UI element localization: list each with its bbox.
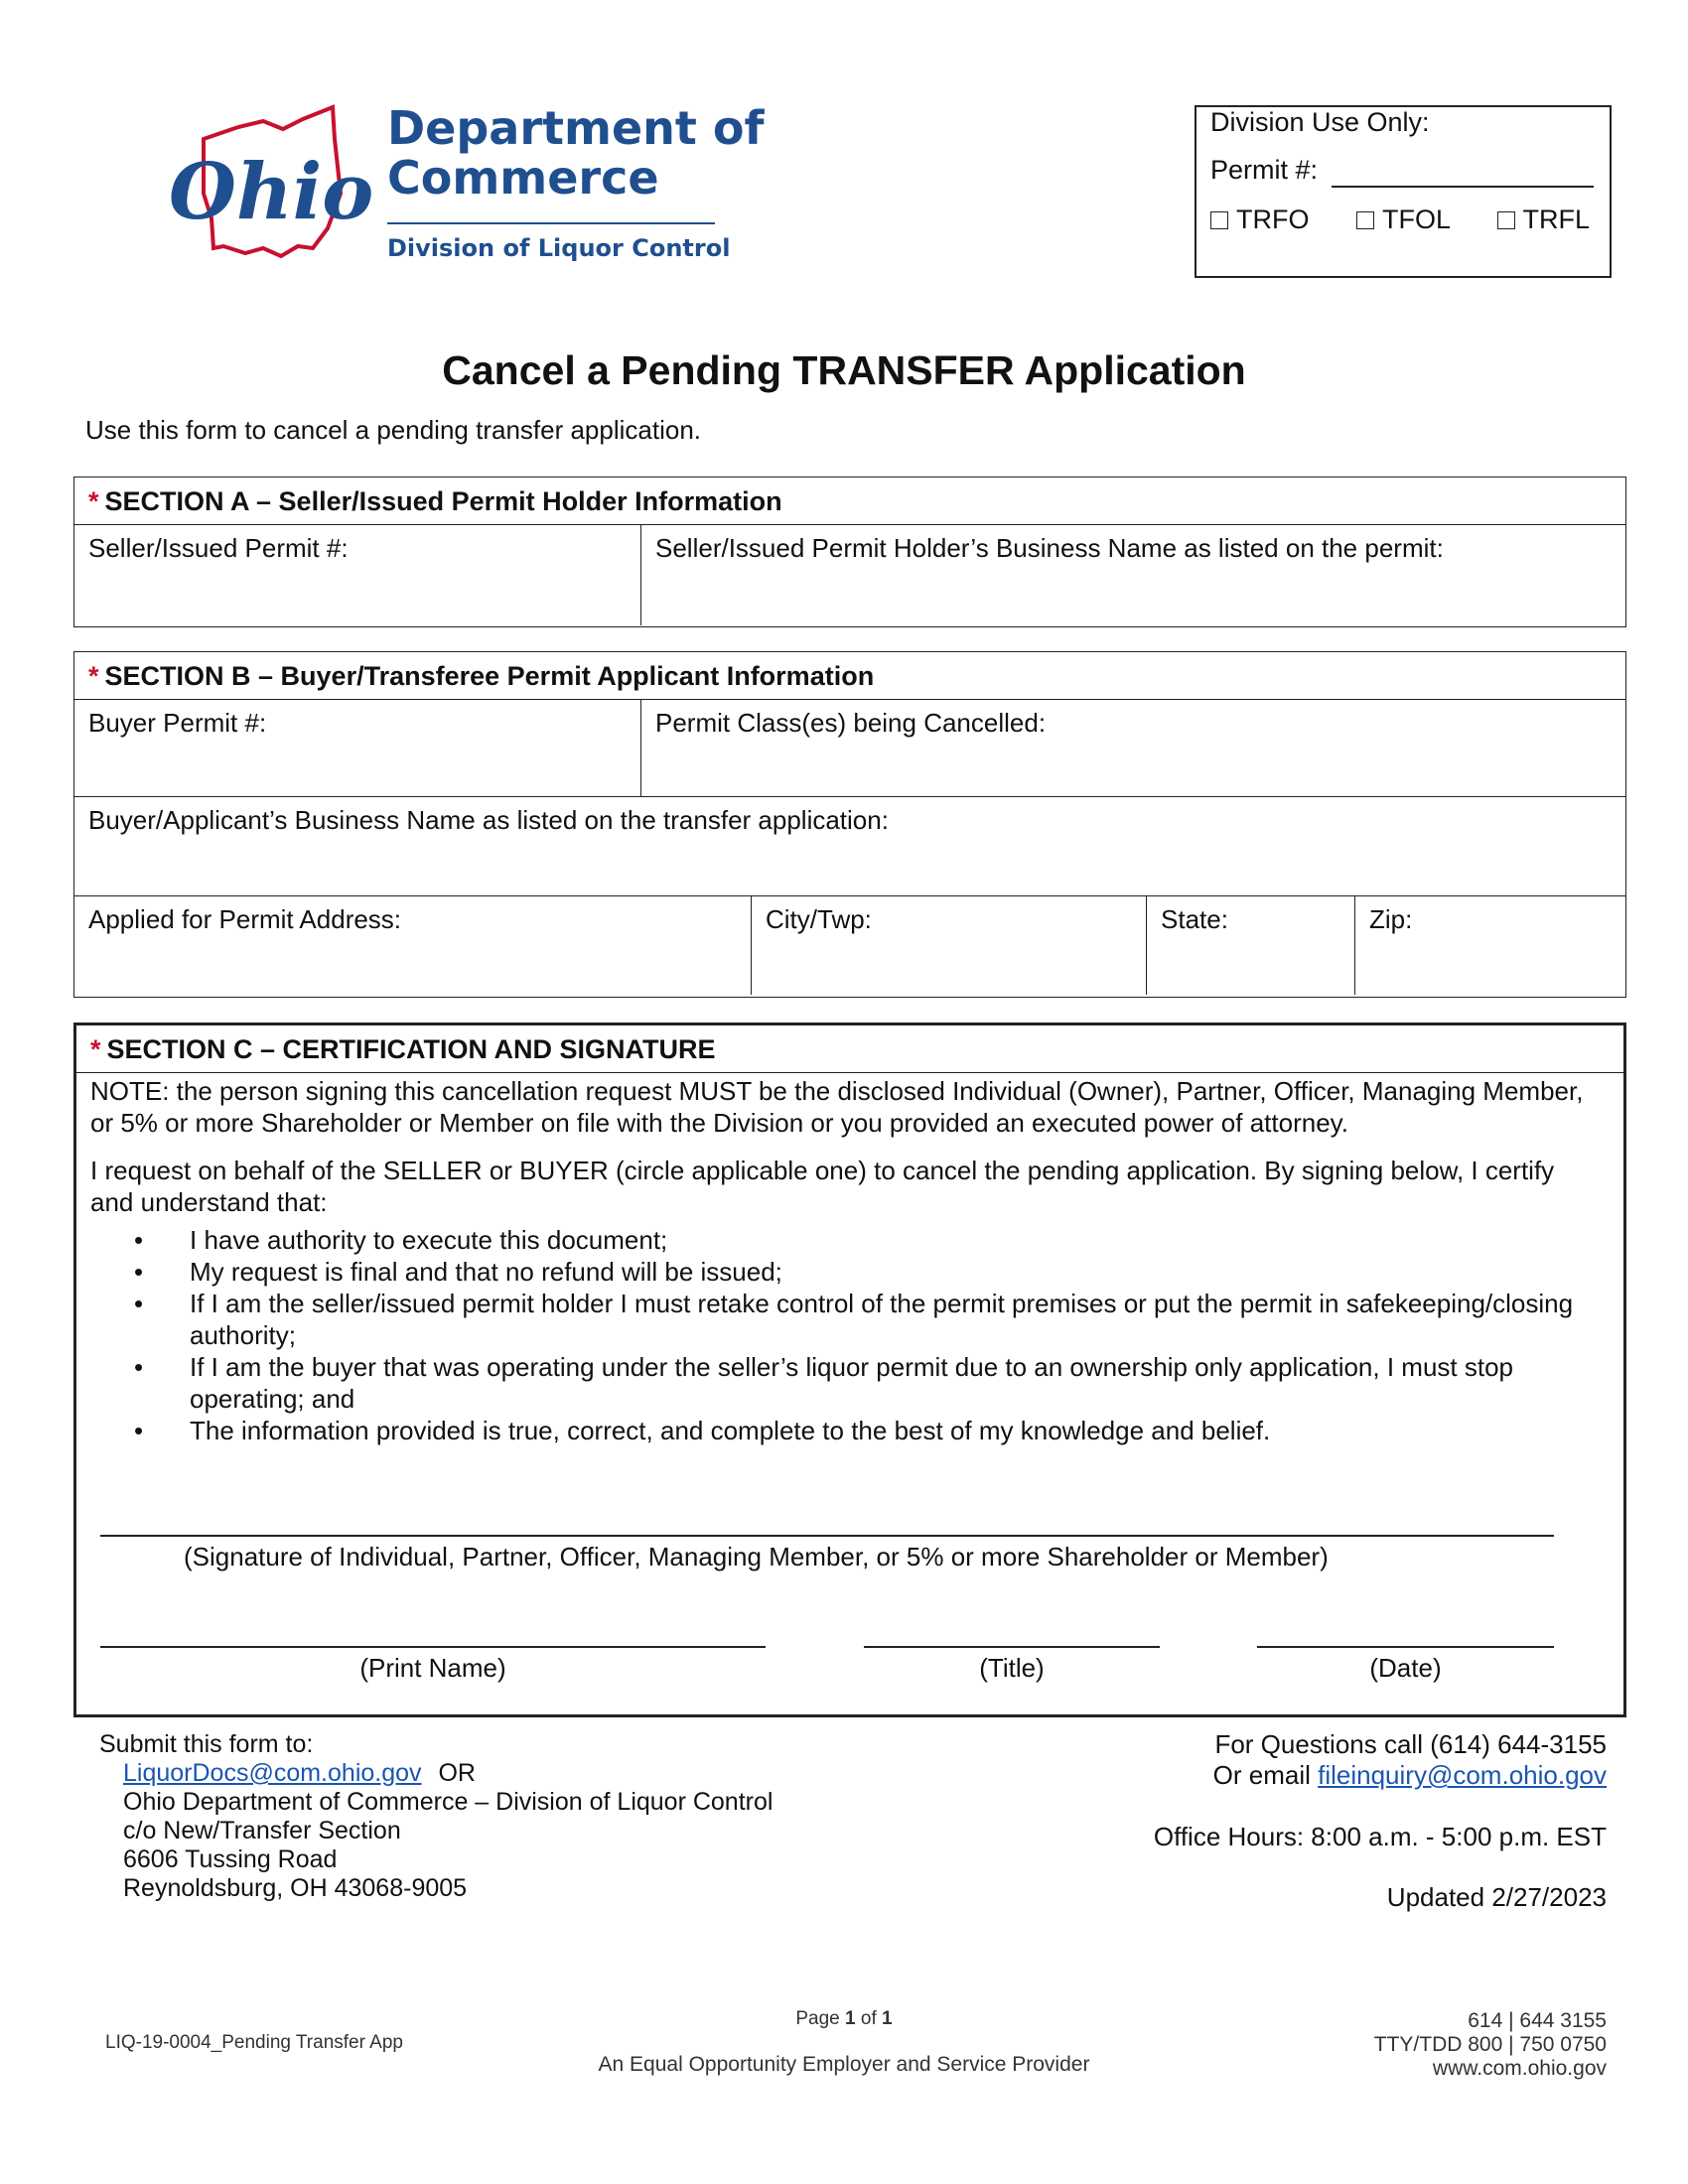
division-permit-row (1210, 155, 1594, 188)
checkbox-icon[interactable] (1210, 211, 1228, 229)
page-title: Cancel a Pending TRANSFER Application (442, 347, 1246, 393)
list-item: • I have authority to execute this document; (90, 1224, 1594, 1256)
address-line: Ohio Department of Commerce – Division of Liquor Control (123, 1788, 774, 1816)
certification-request: I request on behalf of the SELLER or BUYER (circle applicable one) to cancel the pending application. By signing below, I certify and understand that: (90, 1156, 1555, 1217)
trfo-option[interactable]: TRFO (1210, 205, 1310, 234)
section-b-heading: * SECTION B – Buyer/Transferee Permit Applicant Information (74, 652, 1625, 700)
seller-business-name-field[interactable]: Seller/Issued Permit Holder’s Business Name as listed on the permit: (640, 525, 1625, 625)
city-field[interactable]: City/Twp: (751, 896, 1146, 995)
submit-email-row (123, 1759, 476, 1788)
certification-note: NOTE: the person signing this cancellation request MUST be the disclosed Individual (Owner), Partner, Officer, Managing Member, or 5% or more Shareholder or Member on file with the Division or you provided an executed power of attorney. (90, 1076, 1584, 1138)
buyer-permit-field[interactable]: Buyer Permit #: (88, 708, 267, 738)
ohio-script-text: Ohio (169, 147, 374, 237)
submit-label: Submit this form to: (99, 1730, 314, 1758)
print-name-label: (Print Name) (359, 1653, 506, 1683)
contact-tty: TTY/TDD 800 | 750 0750 (1373, 2033, 1607, 2056)
certification-bullets (90, 1224, 1594, 1446)
address-line: Reynoldsburg, OH 43068-9005 (123, 1874, 468, 1902)
section-b (73, 651, 1626, 998)
section-a (73, 477, 1626, 627)
questions-phone: For Questions call (614) 644-3155 (1214, 1729, 1607, 1759)
or-text: OR (438, 1759, 476, 1787)
liquor-docs-email-link[interactable]: LiquorDocs@com.ohio.gov (123, 1759, 422, 1787)
date-line[interactable] (1257, 1646, 1554, 1648)
tfol-option[interactable]: TFOL (1356, 205, 1450, 234)
section-c-heading: * SECTION C – CERTIFICATION AND SIGNATURE (76, 1025, 1623, 1073)
title-line[interactable] (864, 1646, 1160, 1648)
division-use-box (1195, 105, 1612, 278)
section-a-row (74, 525, 1625, 625)
permit-class-field[interactable]: Permit Class(es) being Cancelled: (640, 700, 1625, 796)
eeo-statement: An Equal Opportunity Employer and Service Provider (598, 2053, 1090, 2076)
section-b-row-3 (74, 896, 1625, 995)
address-line: 6606 Tussing Road (123, 1845, 338, 1873)
department-name: Department of Commerce (387, 101, 765, 205)
title-label: (Title) (979, 1653, 1045, 1683)
file-inquiry-email-link[interactable]: fileinquiry@com.ohio.gov (1318, 1760, 1607, 1790)
division-options (1210, 205, 1590, 235)
print-name-line[interactable] (100, 1646, 766, 1648)
checkbox-icon[interactable] (1356, 211, 1374, 229)
updated-date: Updated 2/27/2023 (1386, 1882, 1607, 1912)
division-name: Division of Liquor Control (387, 234, 731, 262)
signature-label: (Signature of Individual, Partner, Officer, Managing Member, or 5% or more Shareholder or Member) (184, 1542, 1329, 1571)
logo-divider (387, 222, 715, 224)
checkbox-icon[interactable] (1497, 211, 1515, 229)
list-item: • If I am the buyer that was operating under the seller’s liquor permit due to an ownership only application, I must stop operating; and (90, 1351, 1594, 1415)
trfl-option[interactable]: TRFL (1497, 205, 1591, 234)
questions-email-row: Or email fileinquiry@com.ohio.gov (1212, 1760, 1607, 1790)
seller-permit-field[interactable]: Seller/Issued Permit #: (88, 533, 349, 563)
list-item: • My request is final and that no refund will be issued; (90, 1256, 1594, 1288)
division-permit-label: Permit #: (1210, 155, 1319, 185)
form-id: LIQ-19-0004_Pending Transfer App (105, 2032, 403, 2053)
website: www.com.ohio.gov (1432, 2057, 1607, 2080)
section-b-row-1 (74, 700, 1625, 797)
section-a-heading: * SECTION A – Seller/Issued Permit Holder Information (74, 478, 1625, 525)
section-c (73, 1023, 1626, 1717)
contact-phone: 614 | 644 3155 (1468, 2009, 1607, 2032)
address-line: c/o New/Transfer Section (123, 1817, 401, 1844)
permit-address-field[interactable]: Applied for Permit Address: (88, 904, 402, 934)
intro-text: Use this form to cancel a pending transfer application. (85, 415, 702, 445)
state-field[interactable]: State: (1146, 896, 1354, 995)
division-use-title: Division Use Only: (1210, 107, 1430, 137)
buyer-business-name-field[interactable]: Buyer/Applicant’s Business Name as listed on the transfer application: (88, 805, 889, 835)
zip-field[interactable]: Zip: (1354, 896, 1625, 995)
date-label: (Date) (1369, 1653, 1442, 1683)
list-item: • If I am the seller/issued permit holder I must retake control of the permit premises or put the permit in safekeeping/closing authority; (90, 1288, 1594, 1351)
page-number: Page 1 of 1 (795, 2008, 893, 2029)
section-b-row-2 (74, 797, 1625, 896)
office-hours: Office Hours: 8:00 a.m. - 5:00 p.m. EST (1153, 1822, 1607, 1851)
signature-line[interactable] (100, 1535, 1554, 1537)
division-permit-line[interactable] (1332, 155, 1594, 188)
list-item: • The information provided is true, correct, and complete to the best of my knowledge and belief. (90, 1415, 1594, 1446)
